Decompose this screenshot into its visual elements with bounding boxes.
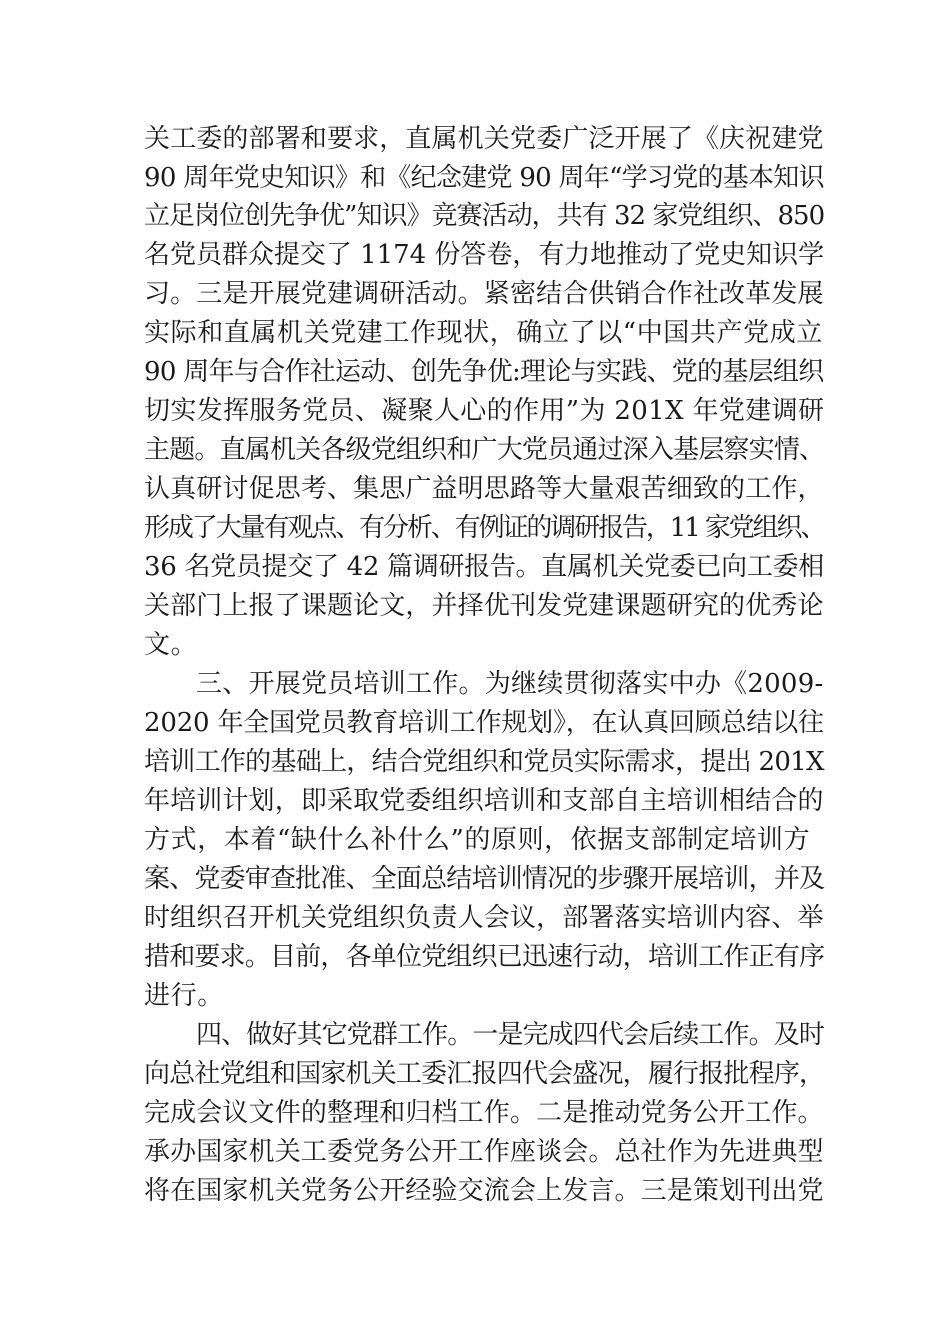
text-line: 立足岗位创先争优”知识》竞赛活动，共有 32 家党组织、850 bbox=[144, 201, 825, 231]
text-line: 承办国家机关工委党务公开工作座谈会。总社作为先进典型 bbox=[144, 1137, 824, 1167]
text-line: 进行。 bbox=[144, 981, 224, 1011]
text-line: 实际和直属机关党建工作现状，确立了以“中国共产党成立 bbox=[144, 318, 823, 348]
text-line: 90 周年与合作社运动、创先争优:理论与实践、党的基层组织 bbox=[144, 357, 824, 387]
text-line: 2020 年全国党员教育培训工作规划》，在认真回顾总结以往 bbox=[144, 708, 824, 738]
text-line: 文。 bbox=[144, 630, 198, 660]
text-line: 90 周年党史知识》和《纪念建党 90 周年“学习党的基本知识 bbox=[144, 163, 824, 193]
section-heading-line: 三、开展党员培训工作。为继续贯彻落实中办《2009- bbox=[196, 669, 824, 699]
text-line: 36 名党员提交了 42 篇调研报告。直属机关党委已向工委相 bbox=[144, 552, 824, 582]
section-heading-line: 四、做好其它党群工作。一是完成四代会后续工作。及时 bbox=[196, 1020, 825, 1050]
text-line: 向总社党组和国家机关工委汇报四代会盛况，履行报批程序， bbox=[144, 1059, 825, 1089]
text-line: 名党员群众提交了 1174 份答卷，有力地推动了党史知识学 bbox=[144, 240, 825, 270]
text-line: 主题。直属机关各级党组织和广大党员通过深入基层察实情、 bbox=[144, 435, 825, 465]
text-line: 关部门上报了课题论文，并择优刊发党建课题研究的优秀论 bbox=[144, 591, 824, 621]
text-line: 措和要求。目前，各单位党组织已迅速行动，培训工作正有序 bbox=[144, 942, 825, 972]
text-line: 切实发挥服务党员、凝聚人心的作用”为 201X 年党建调研 bbox=[144, 396, 825, 426]
text-line: 培训工作的基础上，结合党组织和党员实际需求，提出 201X bbox=[144, 747, 824, 777]
text-line: 关工委的部署和要求，直属机关党委广泛开展了《庆祝建党 bbox=[144, 124, 824, 154]
text-line: 年培训计划，即采取党委组织培训和支部自主培训相结合的 bbox=[144, 786, 824, 816]
text-line: 案、党委审查批准、全面总结培训情况的步骤开展培训，并及 bbox=[144, 864, 825, 894]
text-line: 认真研讨促思考、集思广益明思路等大量艰苦细致的工作， bbox=[144, 474, 824, 504]
text-line: 形成了大量有观点、有分析、有例证的调研报告，11 家党组织、 bbox=[144, 513, 825, 543]
text-line: 方式，本着“缺什么补什么”的原则，依据支部制定培训方 bbox=[144, 825, 811, 855]
text-line: 将在国家机关党务公开经验交流会上发言。三是策划刊出党 bbox=[144, 1176, 824, 1206]
text-line: 完成会议文件的整理和归档工作。二是推动党务公开工作。 bbox=[144, 1098, 824, 1128]
text-line: 时组织召开机关党组织负责人会议，部署落实培训内容、举 bbox=[144, 903, 824, 933]
text-line: 习。三是开展党建调研活动。紧密结合供销合作社改革发展 bbox=[144, 279, 824, 309]
